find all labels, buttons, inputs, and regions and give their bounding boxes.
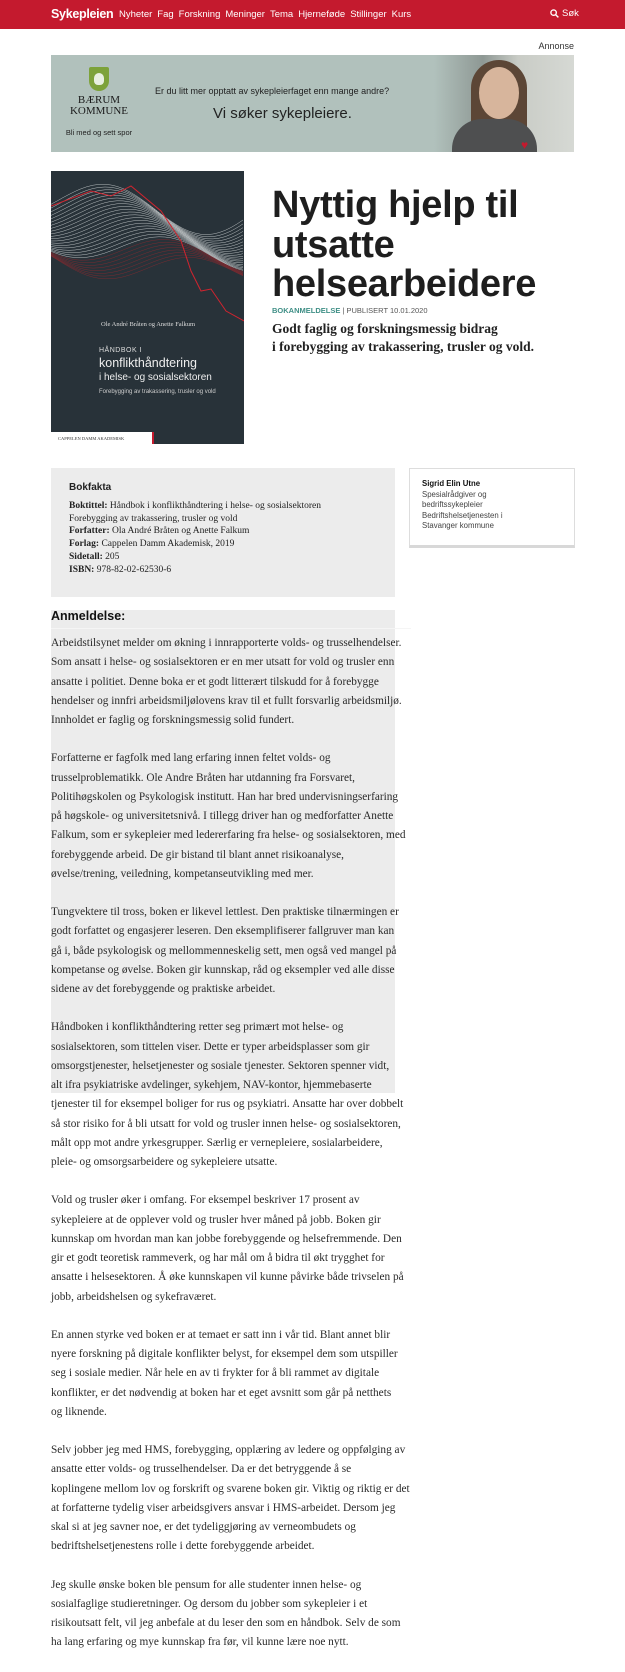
cover-publisher: CAPPELEN DAMM AKADEMISK (51, 432, 154, 444)
nav-menu (119, 9, 411, 20)
ad-headline: Vi søker sykepleiere. (213, 105, 352, 122)
fact-row (69, 525, 377, 538)
text-line: Vold og trusler øker i omfang. For eksempel beskriver 17 prosent av (51, 1194, 360, 1207)
facts-heading: Bokfakta (69, 482, 112, 493)
text-line: sykepleiere at de opplever vold og trusler hver måned på jobb. Boken gir (51, 1213, 381, 1226)
cover-wave-art (51, 171, 244, 331)
meta-separator: | (342, 306, 347, 315)
fact-value: 205 (102, 551, 120, 562)
fact-value: Ola André Bråten og Anette Falkum (109, 526, 250, 537)
lead-line: i forebygging av trakassering, trusler og vold. (272, 339, 534, 354)
cover-prefix: HÅNDBOK I (99, 347, 143, 354)
text-line: ansatte etter volds- og trusselhendelser. Da er det betryggende å se (51, 1463, 352, 1476)
text-line: kunnskap om hvordan man kan jobbe forebyggende og helsefremmende. Den (51, 1232, 402, 1245)
text-line: målt opp mot andre yrkesgrupper. Særlig er vernepleiere, sosialarbeidere, (51, 1136, 383, 1149)
review-paragraph (51, 1441, 411, 1557)
text-line: godt forfattet og engasjerer leseren. Den eksemplifiserer fallgruver man kan (51, 925, 395, 938)
ad-photo (434, 55, 574, 152)
fact-label: Boktittel: (69, 500, 108, 511)
text-line: trusselproblematikk. Ole Andre Bråten har utdanning fra Forsvaret, (51, 771, 355, 784)
fact-value: Cappelen Damm Akademisk, 2019 (99, 539, 235, 550)
fact-label: ISBN: (69, 564, 95, 575)
review-paragraph (51, 1576, 411, 1653)
search-button[interactable] (550, 8, 579, 19)
fact-label: Sidetall: (69, 551, 103, 562)
nav-item-meninger[interactable]: Meninger (225, 9, 265, 20)
search-label: Søk (562, 8, 579, 19)
ad-org-line: KOMMUNE (69, 105, 129, 117)
text-line: omsorgstjenester, helsetjenester og sosiale tjenester. Sektoren spenner vidt, (51, 1059, 390, 1072)
ad-org-name (63, 95, 135, 117)
text-line: øvelse/trening, veiledning, kompetanseutvikling med mer. (51, 867, 314, 880)
review-paragraph (51, 1018, 411, 1172)
text-line: Tungvektere til tross, boken er likevel lettlest. Den praktiske tilnærmingen er (51, 906, 399, 918)
fact-row (69, 500, 377, 513)
text-line: Falkum, som er sykepleier med ledererfaring fra helse- og sosialsektoren, med (51, 829, 406, 842)
nav-item-hjerneføde[interactable]: Hjerneføde (298, 9, 346, 20)
text-line: Håndboken i konflikthåndtering retter seg primært mot helse- og (51, 1021, 344, 1034)
fact-row (69, 551, 377, 564)
text-line: hendelser og innfri arbeidsmiljølovens krav til et fullt forsvarlig arbeidsmiljø. (51, 694, 402, 707)
text-line: koplingene mellom lov og forskrift og svarene boken gir. Viktig og riktig er det (51, 1482, 410, 1495)
author-title-line: Bedriftshelsetjenesten i (422, 510, 503, 520)
fact-label: Forfatter: (69, 526, 110, 537)
text-line: tjenester til for eksempel boliger for rus og psykiatri. Ansatte har over dobbelt (51, 1098, 404, 1111)
ad-banner[interactable] (51, 55, 574, 152)
category-link[interactable]: BOKANMELDELSE (272, 306, 341, 315)
text-line: bedriftshelsetjenestens rolle i dette forebyggende arbeidet. (51, 1540, 315, 1553)
text-line: Arbeidstilsynet melder om økning i innrapporterte volds- og trusselhendelser. (51, 637, 402, 649)
lead-line: Godt faglig og forskningsmessig bidrag (272, 321, 498, 336)
text-line: Jeg skulle ønske boken ble pensum for alle studenter innen helse- og (51, 1578, 362, 1591)
book-facts (51, 468, 395, 597)
nav-item-fag[interactable]: Fag (157, 9, 174, 20)
text-line: pleie- og omsorgsarbeidere og sykepleiere utsatte. (51, 1156, 278, 1168)
title-line: utsatte (272, 223, 395, 266)
fact-row (69, 564, 377, 577)
fact-label: Forlag: (69, 539, 100, 550)
text-line: seg i sosiale medier. Når hele en av ti frykter for å bli rammet av digitale (51, 1367, 380, 1380)
text-line: sidene av det forebyggende og praktiske arbeidet. (51, 983, 276, 995)
book-cover (51, 171, 244, 444)
publish-date: PUBLISERT 10.01.2020 (346, 306, 428, 315)
fact-value: Forebygging av trakassering, trusler og vold (69, 513, 238, 524)
top-nav (0, 0, 625, 29)
text-line: forebyggende arbeid. De gir bistand til blant annet risikoanalyse, (51, 848, 345, 861)
nav-item-nyheter[interactable]: Nyheter (119, 9, 153, 20)
text-line: jobb, arbeidshelsen og sykefraværet. (51, 1290, 217, 1303)
text-line: ansatte i helsesektoren. Å øke kunnskapen vil kunne påvirke både trivselen på (51, 1271, 404, 1284)
nav-item-tema[interactable]: Tema (269, 9, 294, 20)
cover-title: konflikthåndtering (99, 356, 197, 370)
text-line: Innholdet er faglig og forskningsmessig solid fundert. (51, 714, 295, 726)
text-line: skal si at jeg savner noe, er det tydeliggjøring av verneombudets og (51, 1521, 356, 1533)
ad-org-line: BÆRUM (77, 94, 121, 106)
fact-value: 978-82-02-62530-6 (94, 564, 172, 575)
text-line: Selv jobber jeg med HMS, forebygging, opplæring av ledere og oppfølging av (51, 1444, 406, 1456)
review (51, 609, 411, 1672)
title-line: helsearbeidere (272, 263, 537, 305)
text-line: Politihøgskolen og Psykologisk institutt. Han har bred undervisningserfaring (51, 790, 399, 803)
review-paragraph (51, 749, 411, 884)
text-line: nyere forskning på digitale konflikter belyst, for eksempel dem som utspiller (51, 1348, 398, 1360)
text-line: Som ansatt i helse- og sosialsektoren er en mer utsatt for vold og trusler enn (51, 656, 395, 669)
fact-row (69, 538, 377, 551)
article-lead (272, 320, 572, 356)
fact-value: Håndbok i konflikthåndtering i helse- og sosialsektoren (107, 500, 321, 511)
text-line: sosialfaglige studieretninger. Og dersom du jobber som sykepleier i et (51, 1597, 368, 1610)
site-logo[interactable]: Sykepleien (51, 7, 114, 21)
article-meta (272, 306, 428, 315)
review-paragraph (51, 903, 411, 999)
search-icon (550, 9, 559, 18)
text-line: at forfatterne tydelig viser arbeidsgivers ansvar i HMS-arbeidet. Dersom jeg (51, 1501, 396, 1514)
text-line: Forfatterne er fagfolk med lang erfaring innen feltet volds- og (51, 752, 331, 765)
review-paragraph (51, 1326, 411, 1422)
author-title-line: Stavanger kommune (422, 521, 494, 530)
text-line: konflikter, er det nødvendig at boken har et eget avsnitt som går på netthets (51, 1386, 392, 1399)
text-line: så stor risiko for å bli utsatt for vold og trusler innen helse- og sosialsektoren, (51, 1117, 401, 1130)
nav-item-kurs[interactable]: Kurs (391, 9, 412, 20)
review-paragraph (51, 634, 411, 730)
cover-authors: Ole André Bråten og Anette Falkum (101, 321, 196, 328)
nav-item-forskning[interactable]: Forskning (178, 9, 221, 20)
text-line: sosialsektoren, som tittelen viser. Dette er typer arbeidsplasser som gir (51, 1040, 370, 1053)
ad-question: Er du litt mer opptatt av sykepleierfaget enn mange andre? (155, 86, 390, 96)
coat-of-arms-icon (89, 67, 109, 91)
review-paragraph (51, 1191, 411, 1307)
text-line: og liknende. (51, 1405, 107, 1418)
author-name[interactable]: Sigrid Elin Utne (422, 479, 481, 488)
ad-label: Annonse (538, 41, 574, 51)
text-line: gå i, både psykologisk og mellommenneskelig sett, men også ved mangel på (51, 944, 397, 957)
author-title-line: Spesialrådgiver og (422, 489, 487, 499)
text-line: risikoutsatt felt, vil jeg anbefale at du leser den som en håndbok. Selv de som (51, 1617, 401, 1629)
text-line: ha lang erfaring og mye kunnskap fra før, vil kunne lære noe nytt. (51, 1636, 349, 1649)
cover-subtitle: Forebygging av trakassering, trusler og vold (99, 389, 216, 395)
text-line: på høgskole- og universitetsnivå. I tillegg driver han og medforfatter Anette (51, 810, 394, 822)
text-line: En annen styrke ved boken er at temaet er satt inn i vår tid. Blant annet blir (51, 1328, 391, 1341)
cover-title-2: i helse- og sosialsektoren (99, 372, 212, 383)
author-title-line: bedriftssykepleier (422, 500, 483, 509)
text-line: gir et godt teoretisk rammeverk, og har mål om å bidra til økt trygghet for (51, 1252, 385, 1264)
nav-item-stillinger[interactable]: Stillinger (350, 9, 387, 20)
fact-row (69, 513, 377, 526)
text-line: alt ifra psykiatriske avdelinger, sykehjem, NAV-kontor, hjemmebaserte (51, 1079, 372, 1091)
text-line: ansatte i politiet. Denne boka er et godt litterært tilskudd for å forebygge (51, 675, 379, 688)
article-title (272, 186, 536, 305)
heart-icon: ♥ (521, 138, 529, 152)
text-line: kompetanse og øvelse. Boken gir kunnskap, råd og eksempler ved alle disse (51, 963, 395, 976)
review-heading: Anmeldelse: (51, 609, 411, 629)
title-line: Nyttig hjelp til (272, 184, 519, 226)
ad-slogan: Bli med og sett spor (65, 128, 133, 137)
author-box (409, 468, 575, 548)
